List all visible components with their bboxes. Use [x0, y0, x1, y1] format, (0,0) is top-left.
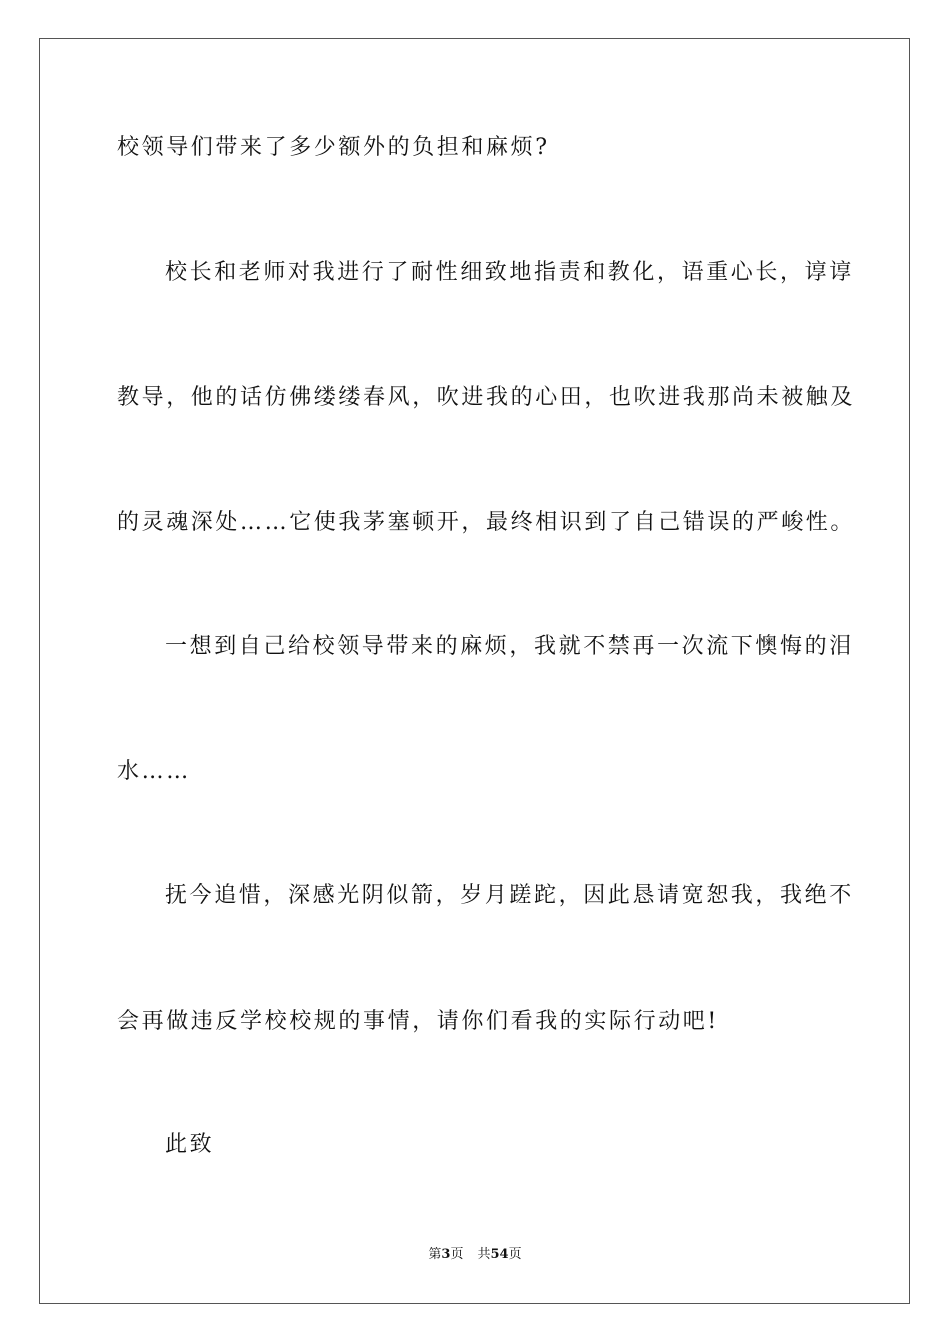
text-line-9: 此致 [165, 1132, 215, 1157]
page-suffix: 页 [450, 1247, 464, 1262]
total-suffix: 页 [508, 1247, 522, 1262]
text-line-8: 会再做违反学校校规的事情，请你们看我的实际行动吧! [117, 1009, 719, 1034]
text-line-2: 校长和老师对我进行了耐性细致地指责和教化，语重心长，谆谆 [165, 260, 854, 285]
text-line-7: 抚今追惜，深感光阴似箭，岁月蹉跎，因此恳请宽恕我，我绝不 [165, 883, 854, 908]
total-prefix: 共 [477, 1247, 491, 1262]
page-footer [0, 1246, 950, 1264]
page-number: 3 [441, 1247, 451, 1262]
text-line-4: 的灵魂深处……它使我茅塞顿开，最终相识到了自己错误的严峻性。 [117, 510, 856, 535]
text-line-3: 教导，他的话仿佛缕缕春风，吹进我的心田，也吹进我那尚未被触及 [117, 385, 856, 410]
text-line-1: 校领导们带来了多少额外的负担和麻烦? [117, 135, 550, 160]
total-pages: 54 [490, 1247, 509, 1262]
text-line-6: 水…… [117, 759, 191, 784]
text-line-5: 一想到自己给校领导带来的麻烦，我就不禁再一次流下懊悔的泪 [165, 634, 854, 659]
page-prefix: 第 [428, 1247, 442, 1262]
page-border [39, 38, 910, 1304]
